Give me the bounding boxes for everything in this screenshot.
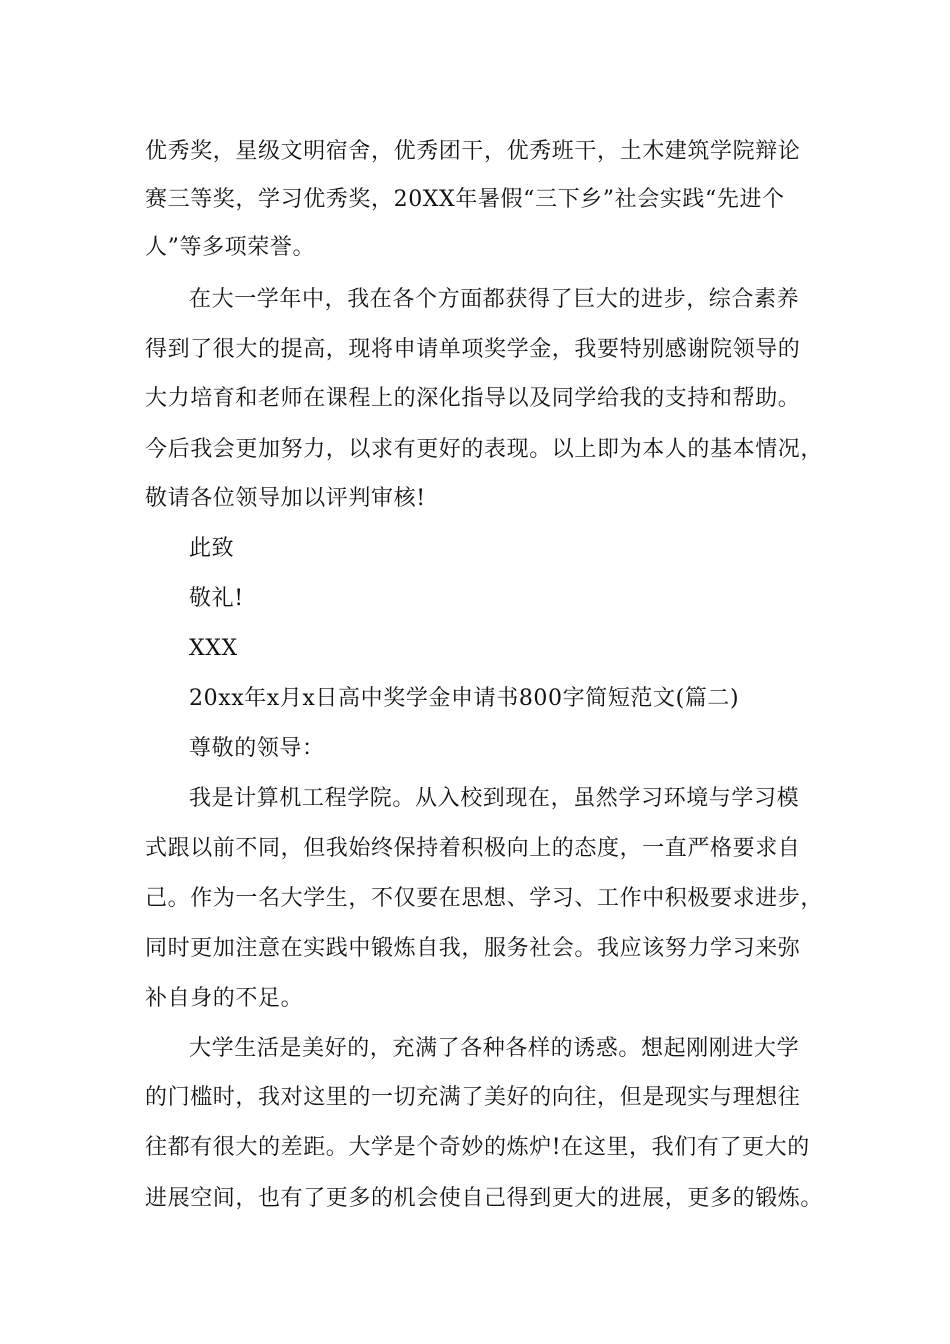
section-heading: 20xx年x月x日高中奖学金申请书800字简短范文(篇二) <box>189 686 740 711</box>
body-text-line: 今后我会更加努力，以求有更好的表现。以上即为本人的基本情况， <box>145 437 824 462</box>
body-text-line: 进展空间，也有了更多的机会使自己得到更大的进展，更多的锻炼。 <box>145 1186 824 1211</box>
body-text-line: 同时更加注意在实践中锻炼自我，服务社会。我应该努力学习来弥 <box>145 936 801 961</box>
signature-name: XXX <box>189 636 238 661</box>
body-text-line: 大力培育和老师在课程上的深化指导以及同学给我的支持和帮助。 <box>145 386 801 411</box>
paragraph-first-line: 我是计算机工程学院。从入校到现在，虽然学习环境与学习模 <box>189 786 800 811</box>
body-text-line: 得到了很大的提高，现将申请单项奖学金，我要特别感谢院领导的 <box>145 337 801 362</box>
body-text-line: 人”等多项荣誉。 <box>145 235 316 260</box>
body-text-line: 的门槛时，我对这里的一切充满了美好的向往，但是现实与理想往 <box>145 1085 801 1110</box>
closing-regards: 敬礼! <box>189 586 244 611</box>
paragraph-first-line: 大学生活是美好的，充满了各种各样的诱惑。想起刚刚进大学 <box>189 1036 800 1061</box>
body-text-line: 敬请各位领导加以评判审核! <box>145 486 426 511</box>
body-text-line: 补自身的不足。 <box>145 986 304 1011</box>
closing-salutation: 此致 <box>189 536 235 561</box>
body-text-line: 式跟以前不同，但我始终保持着积极向上的态度，一直严格要求自 <box>145 836 801 861</box>
body-text-line: 优秀奖，星级文明宿舍，优秀团干，优秀班干，土木建筑学院辩论 <box>145 139 801 164</box>
body-text-line: 赛三等奖，学习优秀奖，20XX年暑假“三下乡”社会实践“先进个 <box>145 187 785 212</box>
body-text-line: 己。作为一名大学生，不仅要在思想、学习、工作中积极要求进步， <box>145 886 824 911</box>
paragraph-first-line: 在大一学年中，我在各个方面都获得了巨大的进步，综合素养 <box>189 287 800 312</box>
body-text-line: 往都有很大的差距。大学是个奇妙的炼炉!在这里，我们有了更大的 <box>145 1135 810 1160</box>
greeting: 尊敬的领导： <box>189 736 325 761</box>
